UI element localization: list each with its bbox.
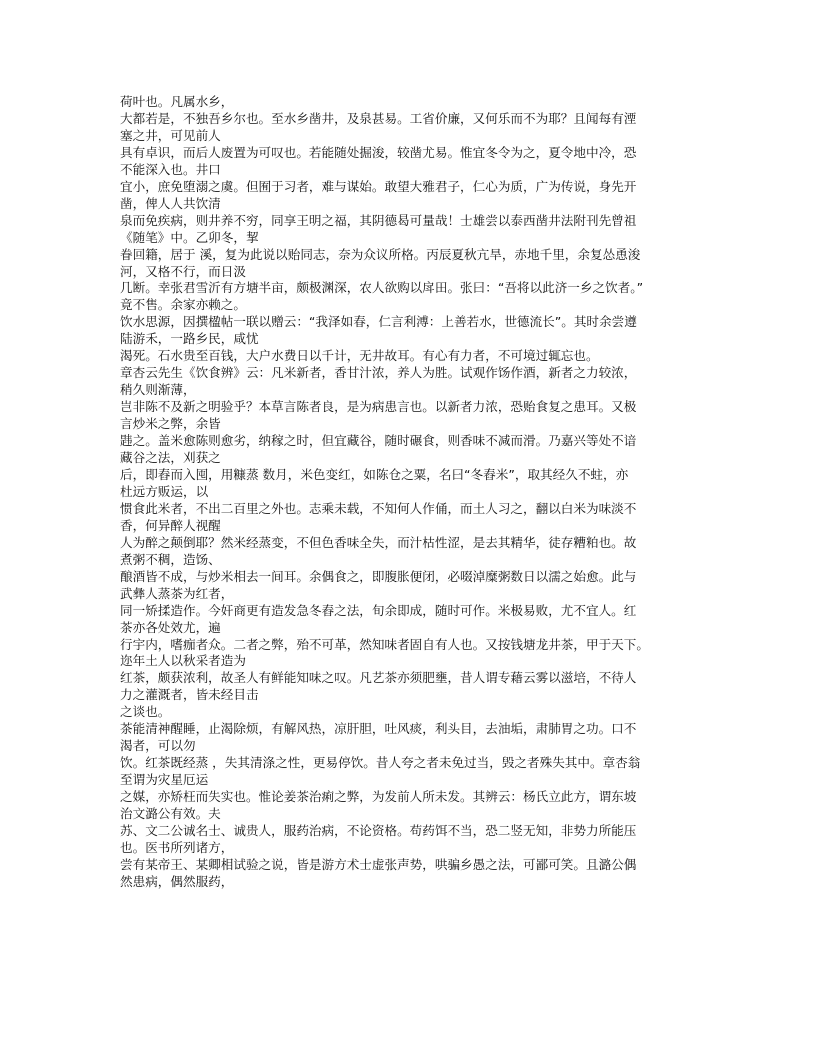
text-line: 藏谷之法，刈获之 xyxy=(120,450,221,466)
text-line: 岂非陈不及新之明验乎？本草言陈者良，是为病患言也。以新者力浓，恐贻食复之患耳。又极 xyxy=(120,399,637,415)
text-line: 泉而免疾病，则井养不穷，同享王明之福，其阴德曷可量哉！士雄尝以泰西凿井法附刊先曾祖 xyxy=(120,212,637,228)
text-line: 迩年土人以秋采者造为 xyxy=(120,653,246,669)
text-line: 同一矫揉造作。今奸商更有造发急冬舂之法，旬余即成，随时可作。米极易败，尤不宜人。红 xyxy=(120,602,637,618)
text-line: 大都若是，不独吾乡尔也。至水乡凿井，及泉甚易。工省价廉，又何乐而不为耶？且闻每有湮 xyxy=(120,110,637,126)
text-line: 凿，俾人人共饮清 xyxy=(120,195,221,211)
text-line: 之媒，亦矫枉而失实也。惟论姜茶治痢之弊，为发前人所未发。其辨云：杨氏立此方，谓东坡 xyxy=(120,789,637,805)
text-line: 茶亦各处效尤，遍 xyxy=(120,619,221,635)
text-line: 至谓为灾星厄运 xyxy=(120,772,209,788)
text-line: 韪之。盖米愈陈则愈劣，纳稼之时，但宜藏谷，随时碾食，则香味不减而滑。乃嘉兴等处不谙 xyxy=(120,433,637,449)
text-line: 塞之井，可见前人 xyxy=(120,127,221,143)
text-line: 不能深入也。井口 xyxy=(120,161,221,177)
text-line: 武彝人蒸茶为红者， xyxy=(120,585,234,601)
document-body xyxy=(120,94,710,891)
text-line: 饮水思源，因撰楹帖一联以赠云：“我泽如春，仁言利溥：上善若水，世德流长”。其时余尝遵 xyxy=(120,314,637,330)
text-line: 几断。幸张君雪沂有方塘半亩，颇极渊深，农人欲购以戽田。张曰：“吾将以此济一乡之饮者。” xyxy=(120,280,644,296)
text-line: 红茶，颇获浓利，故圣人有鲜能知味之叹。凡艺茶亦须肥壅，昔人谓专藉云雾以滋培，不待人 xyxy=(120,670,637,686)
text-line: 煮粥不稠，造饧、 xyxy=(120,551,221,567)
text-line: 眷回籍，居于 溪，复为此说以贻同志，奈为众议所格。丙辰夏秋亢旱，赤地千里，余复怂恿浚 xyxy=(120,246,641,262)
text-line: 酿酒皆不成，与炒米相去一间耳。余偶食之，即腹胀便闭，必啜淖糜粥数日以濡之始愈。此与 xyxy=(120,568,637,584)
text-line: 具有卓识，而后人废置为可叹也。若能随处掘浚，较凿尤易。惟宜冬令为之，夏令地中冷，恐 xyxy=(120,144,637,160)
text-line: 渴死。石水贵至百钱，大户水费日以千计，无井故耳。有心有力者，不可境过辄忘也。 xyxy=(120,348,599,364)
text-line: 力之灌溉者，皆未经目击 xyxy=(120,687,259,703)
text-line: 香，何异醉人视醒 xyxy=(120,517,221,533)
text-line: 苏、文二公诚名士、诚贵人，服药治病，不论资格。苟药饵不当，恐二竖无知，非势力所能压 xyxy=(120,822,637,838)
text-line: 行宇内，嗜痂者众。二者之弊，殆不可革，然知味者固自有人也。又按钱塘龙井茶，甲于天下。 xyxy=(120,636,649,652)
text-line: 之谈也。 xyxy=(120,704,171,720)
text-line: 陆游禾，一路乡民，咸忧 xyxy=(120,331,259,347)
text-line: 茶能清神醒睡，止渴除烦，有解风热，凉肝胆，吐风痰，利头目，去油垢，肃肺胃之功。口不 xyxy=(120,721,637,737)
text-line: 河，又格不行，而日汲 xyxy=(120,263,246,279)
text-line: 也。医书所列诸方， xyxy=(120,839,234,855)
text-line: 荷叶也。凡属水乡， xyxy=(120,94,234,109)
text-line: 稍久则渐薄， xyxy=(120,382,196,398)
text-line: 治文潞公有效。夫 xyxy=(120,806,221,822)
text-line: 然患病，偶然服药， xyxy=(120,873,234,889)
text-line: 后，即舂而入囤，用糠蒸 数月，米色变红，如陈仓之粟，名曰“冬舂米”，取其经久不蛀，亦 xyxy=(120,466,629,482)
text-line: 尝有某帝王、某卿相试验之说，皆是游方术士虚张声势，哄骗乡愚之法，可鄙可笑。且潞公偶 xyxy=(120,856,637,872)
text-line: 饮。红茶既经蒸 ，失其清涤之性，更易停饮。昔人夸之者未免过当，毁之者殊失其中。章杏翁 xyxy=(120,755,641,771)
text-line: 《随笔》中。乙卯冬，挈 xyxy=(120,229,259,245)
text-line: 惯食此米者，不出二百里之外也。志乘未载，不知何人作俑，而土人习之，翻以白米为味淡不 xyxy=(120,500,637,516)
text-line: 言炒米之弊，余皆 xyxy=(120,416,221,432)
text-line: 竟不售。余家亦赖之。 xyxy=(120,297,246,313)
text-line: 人为醉之颠倒耶？然米经蒸变，不但色香味全失，而汁枯性涩，是去其精华，徒存糟粕也。故 xyxy=(120,534,637,550)
text-line: 宜小，庶免堕溺之虞。但囿于习者，难与谋始。敢望大雅君子，仁心为质，广为传说，身先开 xyxy=(120,178,637,194)
text-line: 渴者，可以勿 xyxy=(120,738,196,754)
text-line: 章杏云先生《饮食辨》云：凡米新者，香甘汁浓，养人为胜。试观作饧作酒，新者之力较浓， xyxy=(120,365,637,381)
text-line: 杜远方贩运，以 xyxy=(120,483,209,499)
